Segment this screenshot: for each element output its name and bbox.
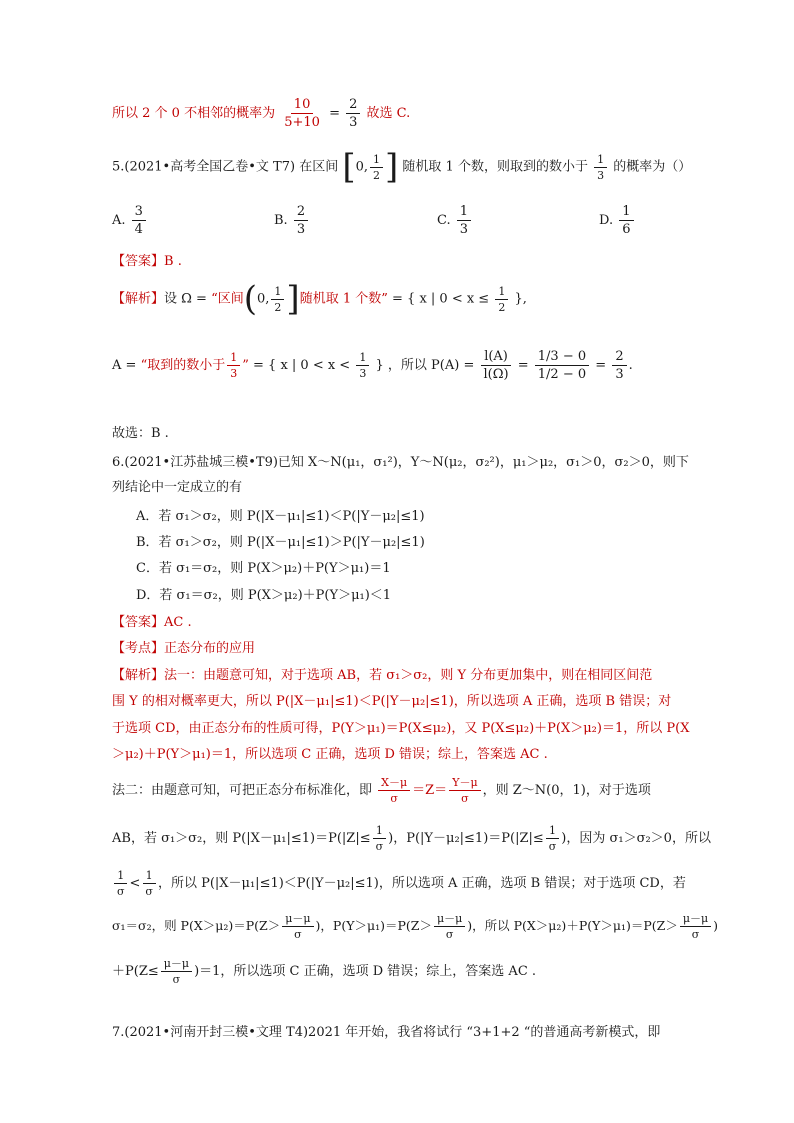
q6-stem-line2: 列结论中一定成立的有 xyxy=(112,480,243,495)
q5-answer: 【答案】B . xyxy=(112,254,182,269)
q5-analysis-line2: A = “取到的数小于 $\frac{1}{3}$ ” = { x | 0 < x < $\frac{1}{3}$ } ，所以 P(A) = $\frac{l(A)}{l(\Omega)}$ = $\frac{1/3 - 0}{1/2 - 0}$ = $\frac{2}{3}$ . xyxy=(112,349,633,382)
q6-method1-line4: ＞μ₂)＋P(Y＞μ₁)＝1，所以选项 C 正确，选项 D 错误；综上，答案选 AC . xyxy=(112,747,548,762)
q5-source: (2021•高考全国乙卷•文 T7) xyxy=(124,159,296,175)
q6-method2-line1: 法二：由题意可知，可把正态分布标准化，即 $\frac{X-\mu}{\sigma}$ ＝Z＝ $\frac{Y-\mu}{\sigma}$ ，则 Z～N(0，1)，对于选项 xyxy=(112,776,651,805)
q6-method2-line4: σ₁＝σ₂，则 P(X＞μ₂)＝P(Z＞ $\frac{\mu-\mu}{\sigma}$ )，P(Y＞μ₁)＝P(Z＞ $\frac{\mu-\mu}{\sigma}$ )，所以 P(X＞μ₂)＋P(Y＞μ₁)＝P(Z＞ $\frac{\mu-\mu}{\sigma}$ ) xyxy=(112,912,719,941)
prev-fraction: $\frac{10}{5+10}$ xyxy=(284,97,320,130)
q6-answer: 【答案】AC . xyxy=(112,615,192,630)
q6-method1-line3: 于选项 CD，由正态分布的性质可得，P(Y＞μ₁)＝P(X≤μ₂)，又 P(X≤μ₂)＋P(X＞μ₂)＝1，所以 P(X xyxy=(112,721,690,736)
prev-result-fraction: $\frac{2}{3}$ xyxy=(346,98,360,129)
q5-option-a: A. $\frac{3}{4}$ xyxy=(112,205,148,236)
q6-option-b: B．若 σ₁＞σ₂，则 P(|X－μ₁|≤1)＞P(|Y－μ₂|≤1) xyxy=(136,535,425,550)
q6-method1-line2: 围 Y 的相对概率更大，所以 P(|X－μ₁|≤1)＜P(|Y－μ₂|≤1)，所以选项 A 正确，选项 B 错误；对 xyxy=(112,694,672,709)
q6-source: (2021•江苏盐城三模•T9) xyxy=(124,455,278,470)
prev-text: 所以 2 个 0 不相邻的概率为 xyxy=(112,106,276,121)
q5-option-c: C. $\frac{1}{3}$ xyxy=(437,205,473,236)
q5-conclusion: 故选：B . xyxy=(112,426,169,441)
q5-stem: 5.(2021•高考全国乙卷•文 T7) 在区间 [0, $\frac{1}{2}$ ] 随机取 1 个数，则取到的数小于 $\frac{1}{3}$ 的概率为（） xyxy=(112,147,692,187)
q6-point: 【考点】正态分布的应用 xyxy=(112,641,256,656)
q6-method2-line5: ＋P(Z≤ $\frac{\mu-\mu}{\sigma}$ )＝1，所以选项 C 正确，选项 D 错误；综上，答案选 AC . xyxy=(112,957,537,986)
q6-method2-line2: AB，若 σ₁＞σ₂，则 P(|X－μ₁|≤1)＝P(|Z|≤ $\frac{1}{\sigma}$ )，P(|Y－μ₂|≤1)＝P(|Z|≤ $\frac{1}{\sigma}$ )，因为 σ₁＞σ₂＞0，所以 xyxy=(112,824,711,853)
q5-analysis-line1: 【解析】设 Ω = “区间(0, $\frac{1}{2}$ ]随机取 1 个数” = { x | 0 < x ≤ $\frac{1}{2}$ }, xyxy=(112,279,527,319)
q6-stem-line1: 6.(2021•江苏盐城三模•T9)已知 X～N(μ₁，σ₁²)，Y～N(μ₂，σ₂²)，μ₁＞μ₂，σ₁＞0，σ₂＞0，则下 xyxy=(112,455,689,470)
q7-source: (2021•河南开封三模•文理 T4) xyxy=(124,1025,309,1040)
q6-option-a: A．若 σ₁＞σ₂，则 P(|X－μ₁|≤1)＜P(|Y－μ₂|≤1) xyxy=(136,509,425,524)
q6-method1-line1: 【解析】法一：由题意可知，对于选项 AB，若 σ₁＞σ₂，则 Y 分布更加集中，则在相同区间范 xyxy=(112,668,653,683)
q6-option-c: C．若 σ₁＝σ₂，则 P(X＞μ₂)＋P(Y＞μ₁)＝1 xyxy=(136,561,391,576)
q5-option-b: B. $\frac{2}{3}$ xyxy=(274,205,310,236)
q6-method2-line3: $\frac{1}{\sigma}$ < $\frac{1}{\sigma}$ ，所以 P(|X－μ₁|≤1)＜P(|Y－μ₂|≤1)，所以选项 A 正确，选项 B 错误；对于选项 CD，若 xyxy=(112,870,686,897)
prev-conclusion-line: 所以 2 个 0 不相邻的概率为 $\frac{10}{5+10}$ = $\frac{2}{3}$ 故选 C. xyxy=(112,97,411,130)
q7-stem: 7.(2021•河南开封三模•文理 T4)2021 年开始，我省将试行 “3+1+2 “的普通高考新模式，即 xyxy=(112,1025,661,1040)
q5-option-d: D. $\frac{1}{6}$ xyxy=(599,205,636,236)
q6-option-d: D．若 σ₁＝σ₂，则 P(X＞μ₂)＋P(Y＞μ₁)＜1 xyxy=(136,588,392,603)
